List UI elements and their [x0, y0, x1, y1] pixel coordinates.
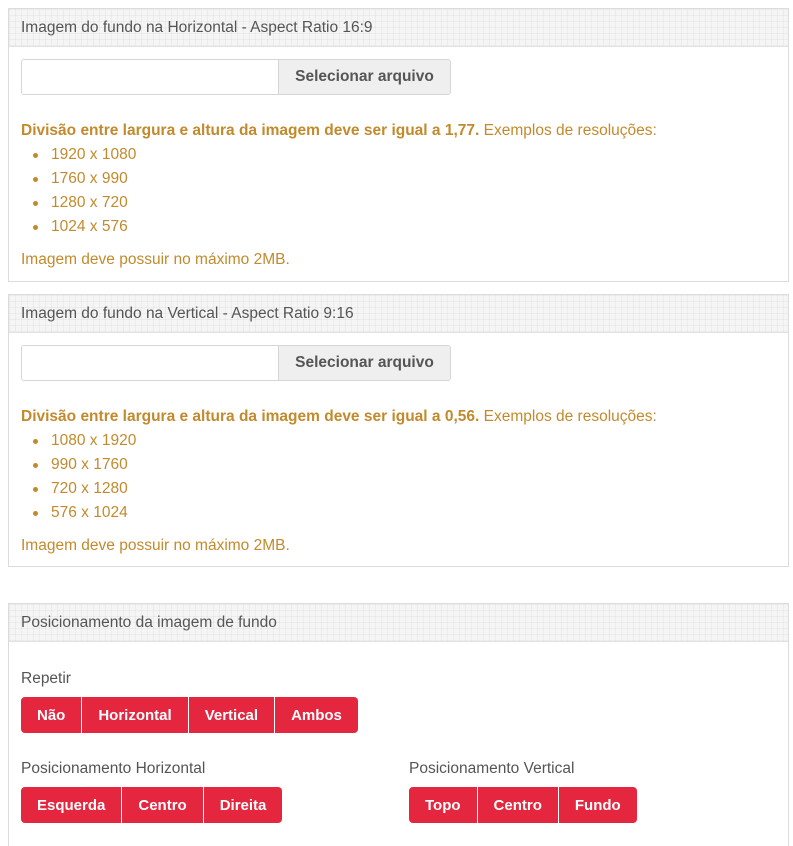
panel-title: Posicionamento da imagem de fundo [9, 604, 788, 642]
repeat-group [21, 669, 358, 733]
vertical-position-label: Posicionamento Vertical [409, 760, 575, 777]
repeat-vertical-button[interactable]: Vertical [189, 697, 275, 733]
horizontal-file-input[interactable] [22, 60, 279, 94]
list-item: 576 x 1024 [21, 501, 776, 525]
list-item: 990 x 1760 [21, 453, 776, 477]
list-item: 1280 x 720 [21, 191, 776, 215]
position-left-button[interactable]: Esquerda [21, 787, 122, 823]
repeat-none-button[interactable]: Não [21, 697, 82, 733]
horizontal-file-upload [21, 59, 451, 95]
vertical-image-panel [8, 294, 789, 567]
horizontal-position-button-group [21, 787, 282, 823]
list-item: 720 x 1280 [21, 477, 776, 501]
repeat-both-button[interactable]: Ambos [275, 697, 358, 733]
aspect-ratio-help [21, 406, 776, 428]
panel-title: Imagem do fundo na Vertical - Aspect Ratio 9:16 [9, 295, 788, 333]
aspect-ratio-help-bold: Divisão entre largura e altura da imagem deve ser igual a 1,77. [21, 122, 480, 139]
position-bottom-button[interactable]: Fundo [559, 787, 637, 823]
horizontal-position-group [21, 759, 282, 823]
repeat-horizontal-button[interactable]: Horizontal [82, 697, 188, 733]
horizontal-position-label: Posicionamento Horizontal [21, 760, 206, 777]
vertical-file-input[interactable] [22, 346, 279, 380]
max-size-note: Imagem deve possuir no máximo 2MB. [21, 537, 290, 554]
aspect-ratio-help [21, 120, 776, 142]
repeat-button-group [21, 697, 358, 733]
horizontal-image-panel [8, 8, 789, 282]
repeat-label: Repetir [21, 670, 71, 687]
list-item: 1760 x 990 [21, 167, 776, 191]
vertical-select-file-button[interactable]: Selecionar arquivo [279, 346, 450, 380]
aspect-ratio-help-text: Exemplos de resoluções: [479, 408, 657, 425]
panel-title: Imagem do fundo na Horizontal - Aspect Ratio 16:9 [9, 9, 788, 47]
max-size-note: Imagem deve possuir no máximo 2MB. [21, 251, 290, 268]
aspect-ratio-help-text: Exemplos de resoluções: [479, 122, 657, 139]
position-right-button[interactable]: Direita [204, 787, 283, 823]
resolution-list [21, 429, 776, 525]
vertical-position-button-group [409, 787, 637, 823]
list-item: 1080 x 1920 [21, 429, 776, 453]
position-top-button[interactable]: Topo [409, 787, 478, 823]
vertical-position-group [409, 759, 637, 823]
vertical-file-upload [21, 345, 451, 381]
list-item: 1024 x 576 [21, 215, 776, 239]
position-center-horizontal-button[interactable]: Centro [122, 787, 203, 823]
list-item: 1920 x 1080 [21, 143, 776, 167]
background-position-panel [8, 603, 789, 846]
horizontal-select-file-button[interactable]: Selecionar arquivo [279, 60, 450, 94]
position-center-vertical-button[interactable]: Centro [478, 787, 559, 823]
aspect-ratio-help-bold: Divisão entre largura e altura da imagem deve ser igual a 0,56. [21, 408, 480, 425]
resolution-list [21, 143, 776, 239]
